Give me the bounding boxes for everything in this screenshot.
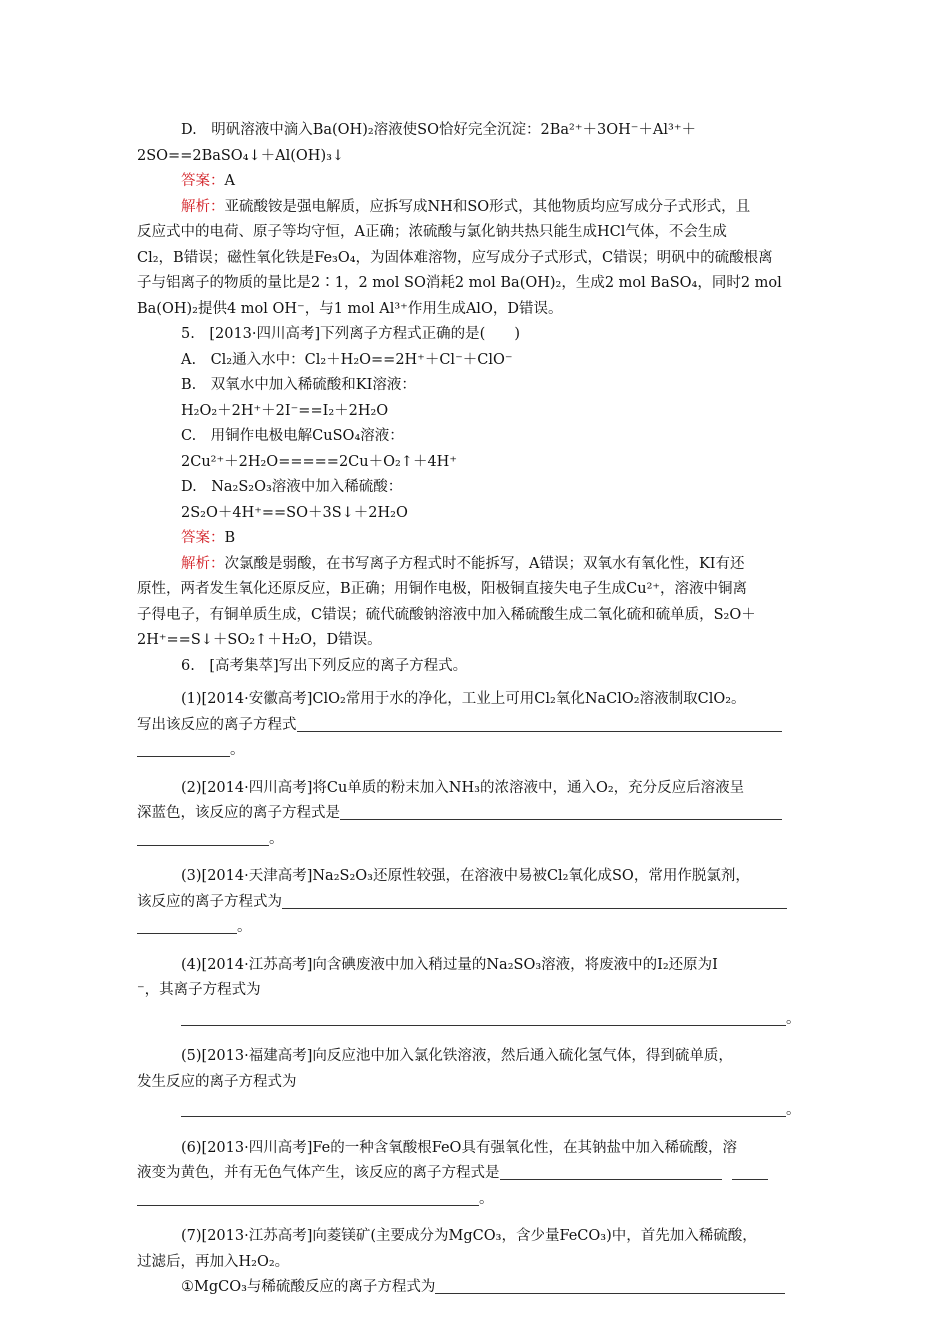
answer-blank[interactable] <box>181 1101 786 1117</box>
q6-stem: 6. [高考集萃]写出下列反应的离子方程式。 <box>181 657 468 674</box>
document-content <box>137 118 815 1301</box>
answer-blank[interactable] <box>137 918 237 934</box>
q4-option-d-line1: D. 明矾溶液中滴入Ba(OH)₂溶液使SO恰好完全沉淀：2Ba²⁺＋3OH⁻＋Al³⁺＋ <box>181 122 696 138</box>
q6-part4-line3: 。 <box>137 1004 815 1033</box>
q4-analysis-line: Cl₂，B错误；磁性氧化铁是Fe₃O₄，为固体难溶物，应写成分子式形式，C错误；明矾中的硫酸根离 <box>137 249 773 266</box>
answer-label: 答案： <box>181 530 225 546</box>
answer-blank[interactable] <box>181 1010 786 1026</box>
answer-blank[interactable] <box>732 1164 768 1180</box>
q5-option-b: B. 双氧水中加入稀硫酸和KI溶液： <box>181 377 416 393</box>
answer-blank[interactable] <box>137 830 269 846</box>
q6-part1-line2: 写出该反应的离子方程式 <box>137 713 815 739</box>
answer-value: A <box>224 173 235 189</box>
answer-blank[interactable] <box>137 741 230 757</box>
q6-part6-line2: 液变为黄色，并有无色气体产生，该反应的离子方程式是 <box>137 1161 815 1187</box>
q6-part2-line3: 。 <box>137 827 815 853</box>
q4-analysis-line: 子与铝离子的物质的量比是2∶1，2 mol SO消耗2 mol Ba(OH)₂，生成2 mol BaSO₄，同时2 mol <box>137 275 782 291</box>
q4-answer <box>137 169 815 195</box>
q6-part1-line3: 。 <box>137 738 815 764</box>
q5-option-c: C. 用铜作电极电解CuSO₄溶液： <box>181 428 404 444</box>
q5-option-b-equation: H₂O₂＋2H⁺＋2I⁻==I₂＋2H₂O <box>181 402 389 419</box>
q6-part3-line1: (3)[2014·天津高考]Na₂S₂O₃还原性较强，在溶液中易被Cl₂氧化成SO，常用作脱氯剂， <box>181 868 750 884</box>
q6-part7-line2: 过滤后，再加入H₂O₂。 <box>137 1253 290 1270</box>
analysis-label: 解析： <box>181 198 225 215</box>
answer-blank[interactable] <box>282 893 787 909</box>
q6-part2-line1: (2)[2014·四川高考]将Cu单质的粉末加入NH₃的浓溶液中，通入O₂，充分反应后溶液呈 <box>181 779 745 796</box>
q6-part4-line2: ⁻，其离子方程式为 <box>137 982 261 998</box>
q5-analysis-line: 2H⁺==S↓＋SO₂↑＋H₂O，D错误。 <box>137 632 382 648</box>
q6-part5-line2: 发生反应的离子方程式为 <box>137 1073 297 1090</box>
q5-option-d: D. Na₂S₂O₃溶液中加入稀硫酸： <box>181 479 403 495</box>
answer-blank[interactable] <box>137 1190 479 1206</box>
q6-part6-line3: 。 <box>137 1187 815 1213</box>
q6-part3-line3: 。 <box>137 915 815 941</box>
q4-analysis-line: Ba(OH)₂提供4 mol OH⁻，与1 mol Al³⁺作用生成AlO，D错误。 <box>137 300 563 317</box>
analysis-label: 解析： <box>181 555 225 572</box>
q6-part5-line1: (5)[2013·福建高考]向反应池中加入氯化铁溶液，然后通入硫化氢气体，得到硫单质， <box>181 1048 733 1064</box>
answer-label: 答案： <box>181 173 225 189</box>
q4-analysis-line: 反应式中的电荷、原子等均守恒，A正确；浓硫酸与氯化钠共热只能生成HCl气体，不会生成 <box>137 224 727 240</box>
q6-part3-line2: 该反应的离子方程式为 <box>137 890 815 916</box>
q4-analysis-line: 解析：亚硫酸铵是强电解质，应拆写成NH和SO形式，其他物质均应写成分子式形式，且 <box>181 198 751 215</box>
answer-value: B <box>224 530 236 546</box>
q6-part4-line1: (4)[2014·江苏高考]向含碘废液中加入稍过量的Na₂SO₃溶液，将废液中的I₂还原为I <box>181 956 718 973</box>
answer-blank[interactable] <box>435 1278 785 1294</box>
q5-option-c-equation: 2Cu²⁺＋2H₂O=====2Cu＋O₂↑＋4H⁺ <box>181 453 457 470</box>
q5-analysis-line: 子得电子，有铜单质生成，C错误；硫代硫酸钠溶液中加入稀硫酸生成二氧化硫和硫单质，S₂O＋ <box>137 606 756 623</box>
answer-blank[interactable] <box>340 804 782 820</box>
q6-part6-line1: (6)[2013·四川高考]Fe的一种含氧酸根FeO具有强氧化性，在其钠盐中加入稀硫酸，溶 <box>181 1139 737 1156</box>
q5-analysis-line: 解析：次氯酸是弱酸，在书写离子方程式时不能拆写，A错误；双氧水有氧化性，KI有还 <box>181 555 745 572</box>
q6-part7-sub1: ①MgCO₃与稀硫酸反应的离子方程式为 <box>137 1275 815 1301</box>
q5-option-d-equation: 2S₂O＋4H⁺==SO＋3S↓＋2H₂O <box>181 504 408 521</box>
q5-answer <box>137 526 815 552</box>
answer-blank[interactable] <box>500 1164 722 1180</box>
q6-part2-line2: 深蓝色，该反应的离子方程式是 <box>137 801 815 827</box>
q4-option-d-line2: 2SO==2BaSO₄↓＋Al(OH)₃↓ <box>137 147 345 164</box>
q6-part5-line3: 。 <box>137 1095 815 1124</box>
q5-analysis-line: 原性，两者发生氧化还原反应，B正确；用铜作电极，阳极铜直接失电子生成Cu²⁺，溶液中铜离 <box>137 581 748 597</box>
q5-stem: 5. [2013·四川高考]下列离子方程式正确的是( ) <box>181 326 520 342</box>
q5-option-a: A. Cl₂通入水中：Cl₂＋H₂O==2H⁺＋Cl⁻＋ClO⁻ <box>181 351 513 368</box>
q6-part7-line1: (7)[2013·江苏高考]向菱镁矿(主要成分为MgCO₃，含少量FeCO₃)中，首先加入稀硫酸， <box>181 1228 757 1244</box>
answer-blank[interactable] <box>297 716 782 732</box>
q6-part1-line1: (1)[2014·安徽高考]ClO₂常用于水的净化，工业上可用Cl₂氧化NaClO₂溶液制取ClO₂。 <box>181 691 746 707</box>
